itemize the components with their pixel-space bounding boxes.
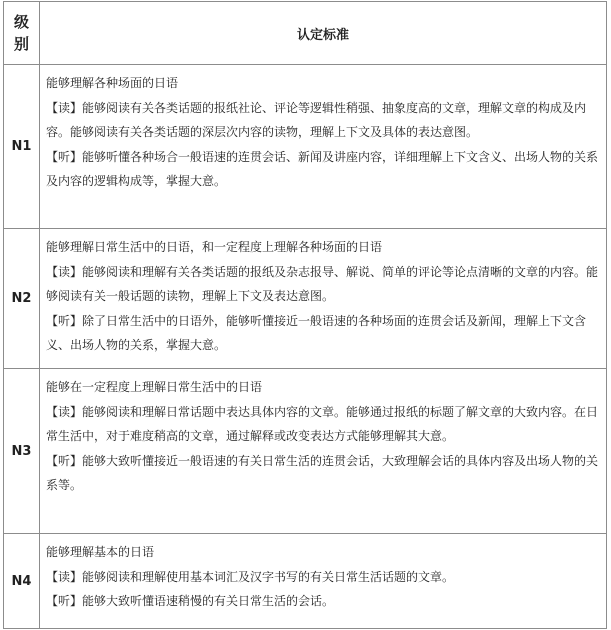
- listening-text: 【听】能够大致听懂语速稍慢的有关日常生活的会话。: [46, 594, 335, 608]
- listening-text: 【听】能够听懂各种场合一般语速的连贯会话、新闻及讲座内容，详细理解上下文含义、出场人物的关系及内容的逻辑构成等，掌握大意。: [46, 149, 599, 188]
- header-level-char-2: 别: [13, 35, 29, 53]
- reading-text: 【读】能够阅读和理解日常话题中表达具体内容的文章。能够通过报纸的标题了解文章的大致内容。在日常生活中，对于难度稍高的文章，通过解释或改变表达方式能够理解其大意。: [46, 404, 599, 443]
- level-label: N3: [4, 369, 40, 534]
- reading-text: 【读】能够阅读和理解有关各类话题的报纸及杂志报导、解说、简单的评论等论点清晰的文章的内容。能够阅读有关一般话题的读物，理解上下文及表达意图。: [46, 264, 599, 303]
- level-label: N4: [4, 534, 40, 629]
- level-label: N2: [4, 229, 40, 369]
- standard-cell: [40, 65, 607, 229]
- reading-text: 【读】能够阅读和理解使用基本词汇及汉字书写的有关日常生活话题的文章。: [46, 569, 455, 584]
- standard-cell: [40, 369, 607, 534]
- standard-cell: [40, 534, 607, 629]
- summary-text: 能够理解基本的日语: [46, 545, 155, 559]
- jlpt-standards-table: [3, 1, 607, 629]
- table-row-n2: [4, 229, 607, 369]
- listening-text: 【听】能够大致听懂接近一般语速的有关日常生活的连贯会话，大致理解会话的具体内容及出场人物的关系等。: [46, 453, 599, 492]
- reading-text: 【读】能够阅读有关各类话题的报纸社论、评论等逻辑性稍强、抽象度高的文章，理解文章的构成及内容。能够阅读有关各类话题的深层次内容的读物，理解上下文及具体的表达意图。: [46, 100, 587, 139]
- header-level-char-1: 级: [13, 13, 29, 31]
- header-level: [4, 2, 40, 65]
- summary-text: 能够在一定程度上理解日常生活中的日语: [46, 380, 263, 394]
- summary-text: 能够理解各种场面的日语: [46, 76, 179, 90]
- table-row-n4: [4, 534, 607, 629]
- table-row-n1: [4, 65, 607, 229]
- standard-cell: [40, 229, 607, 369]
- header-standard: 认定标准: [40, 2, 607, 65]
- summary-text: 能够理解日常生活中的日语，和一定程度上理解各种场面的日语: [46, 240, 383, 254]
- listening-text: 【听】除了日常生活中的日语外，能够听懂接近一般语速的各种场面的连贯会话及新闻，理解上下文含义、出场人物的关系，掌握大意。: [46, 313, 587, 352]
- level-label: N1: [4, 65, 40, 229]
- table-header-row: [4, 2, 607, 65]
- table-row-n3: [4, 369, 607, 534]
